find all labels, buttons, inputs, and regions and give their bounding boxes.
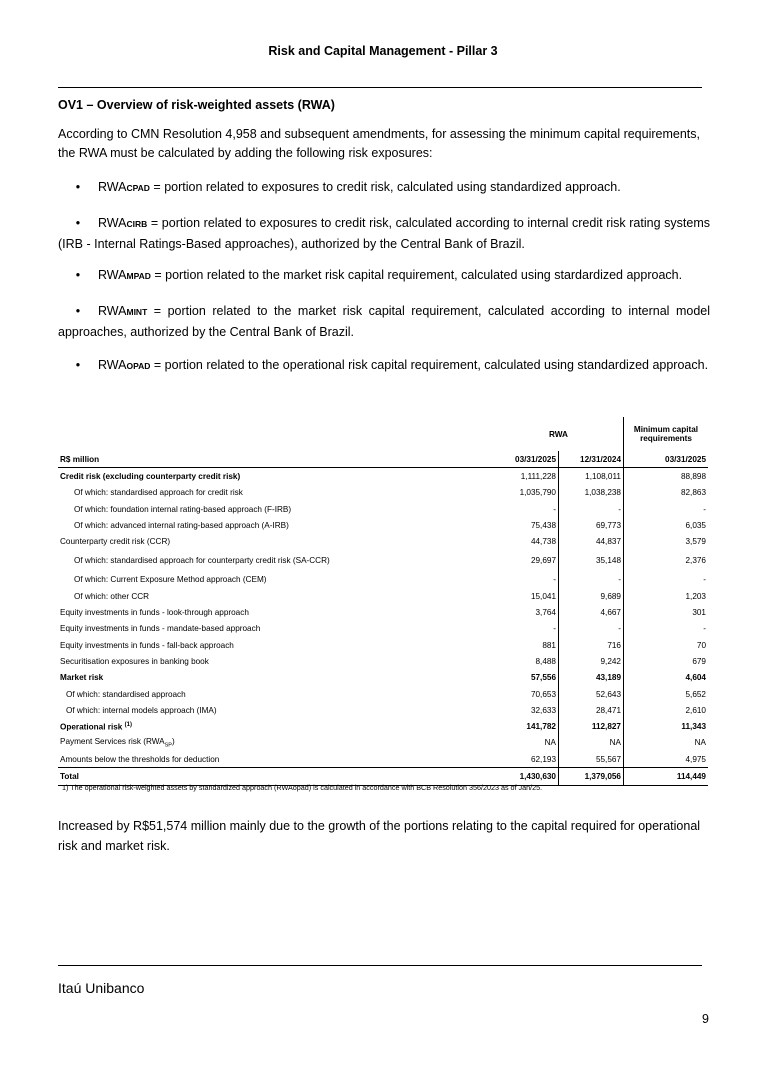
table-row: Of which: advanced internal rating-based approach (A-IRB) 75,438 69,773 6,035 [58, 517, 708, 533]
table-row: Of which: other CCR 15,041 9,689 1,203 [58, 588, 708, 604]
table-total-row: Total 1,430,630 1,379,056 114,449 [58, 768, 708, 785]
bullet-rwa-mint: • RWAMINT = portion related to the market risk capital requirement, calculated according to internal model approaches, authorized by the Central Bank of Brazil. [58, 301, 710, 342]
table-row: Equity investments in funds - mandate-based approach - - - [58, 621, 708, 637]
header-rule [58, 87, 702, 88]
table-row: Of which: internal models approach (IMA) 32,633 28,471 2,610 [58, 702, 708, 718]
table-footnote: 1) The operational risk-weighted assets by standardized approach (RWAopad) is calculated in accordance with BCB Resolution 356/2023 as of Jan/25. [62, 783, 543, 792]
table-row: Equity investments in funds - fall-back approach 881 716 70 [58, 637, 708, 653]
bullet-rwa-mpad: • RWAMPAD = portion related to the market risk capital requirement, calculated using stardardized approach. [58, 265, 710, 286]
table-row: Of which: standardised approach for counterparty credit risk (SA-CCR) 29,697 35,148 2,376 [58, 550, 708, 572]
table-row: Payment Services risk $(RWA_{SP})$ NA NA NA [58, 735, 708, 751]
unit-label: R$ million [58, 451, 494, 468]
col-header-rwa-prior: 12/31/2024 [559, 451, 624, 468]
table-row: Amounts below the thresholds for deduction 62,193 55,567 4,975 [58, 751, 708, 768]
bullet-dot-icon: • [75, 358, 81, 372]
bullet-rwa-opad: • RWAOPAD = portion related to the operational risk capital requirement, calculated using standardized approach. [58, 355, 710, 376]
table-row: Credit risk (excluding counterparty credit risk) 1,111,228 1,108,011 88,898 [58, 468, 708, 485]
bullet-dot-icon: • [75, 268, 81, 282]
footer-company: Itaú Unibanco [58, 980, 145, 996]
group-header-rwa: RWA [549, 429, 568, 439]
page-number: 9 [702, 1012, 709, 1026]
table-row: Of which: standardised approach 70,653 52,643 5,652 [58, 686, 708, 702]
page-header-title: Risk and Capital Management - Pillar 3 [268, 44, 498, 58]
col-header-min-capital: 03/31/2025 [624, 451, 709, 468]
table-row: Securitisation exposures in banking book 8,488 9,242 679 [58, 653, 708, 669]
bullet-dot-icon: • [75, 216, 81, 230]
table-row: Counterparty credit risk (CCR) 44,738 44,837 3,579 [58, 533, 708, 549]
bullet-dot-icon: • [75, 304, 81, 318]
section-title: OV1 – Overview of risk-weighted assets (RWA) [58, 98, 335, 112]
table-row: Market risk 57,556 43,189 4,604 [58, 670, 708, 686]
table-column-header [58, 451, 708, 468]
bullet-rwa-cirb: • RWACIRB = portion related to exposures to credit risk, calculated according to internal credit risk rating systems (IRB - Internal Ratings-Based approaches), authorized by the Central Bank of Brazil. [58, 213, 710, 254]
closing-paragraph: Increased by R$51,574 million mainly due to the growth of the portions relating to the capital required for operational risk and market risk. [58, 819, 701, 853]
footer-rule [58, 965, 702, 966]
table-row: Operational risk $^{(1)}$ 141,782 112,827 11,343 [58, 718, 708, 734]
col-header-rwa-current: 03/31/2025 [494, 451, 559, 468]
table-row: Equity investments in funds - look-through approach 3,764 4,667 301 [58, 604, 708, 620]
table-row: Of which: foundation internal rating-based approach (F-IRB) - - - [58, 501, 708, 517]
table-group-header [58, 417, 708, 451]
intro-paragraph: According to CMN Resolution 4,958 and subsequent amendments, for assessing the minimum capital requirements, the RWA must be calculated by adding the following risk exposures: [58, 127, 700, 160]
bullet-dot-icon: • [75, 180, 81, 194]
group-header-min-capital: Minimum capital requirements [624, 417, 709, 451]
table-row: Of which: standardised approach for credit risk 1,035,790 1,038,238 82,863 [58, 485, 708, 501]
table-row: Of which: Current Exposure Method approach (CEM) - - - [58, 572, 708, 588]
bullet-rwa-cpad: • RWACPAD = portion related to exposures to credit risk, calculated using standardized approach. [58, 177, 710, 198]
rwa-table [58, 417, 708, 786]
